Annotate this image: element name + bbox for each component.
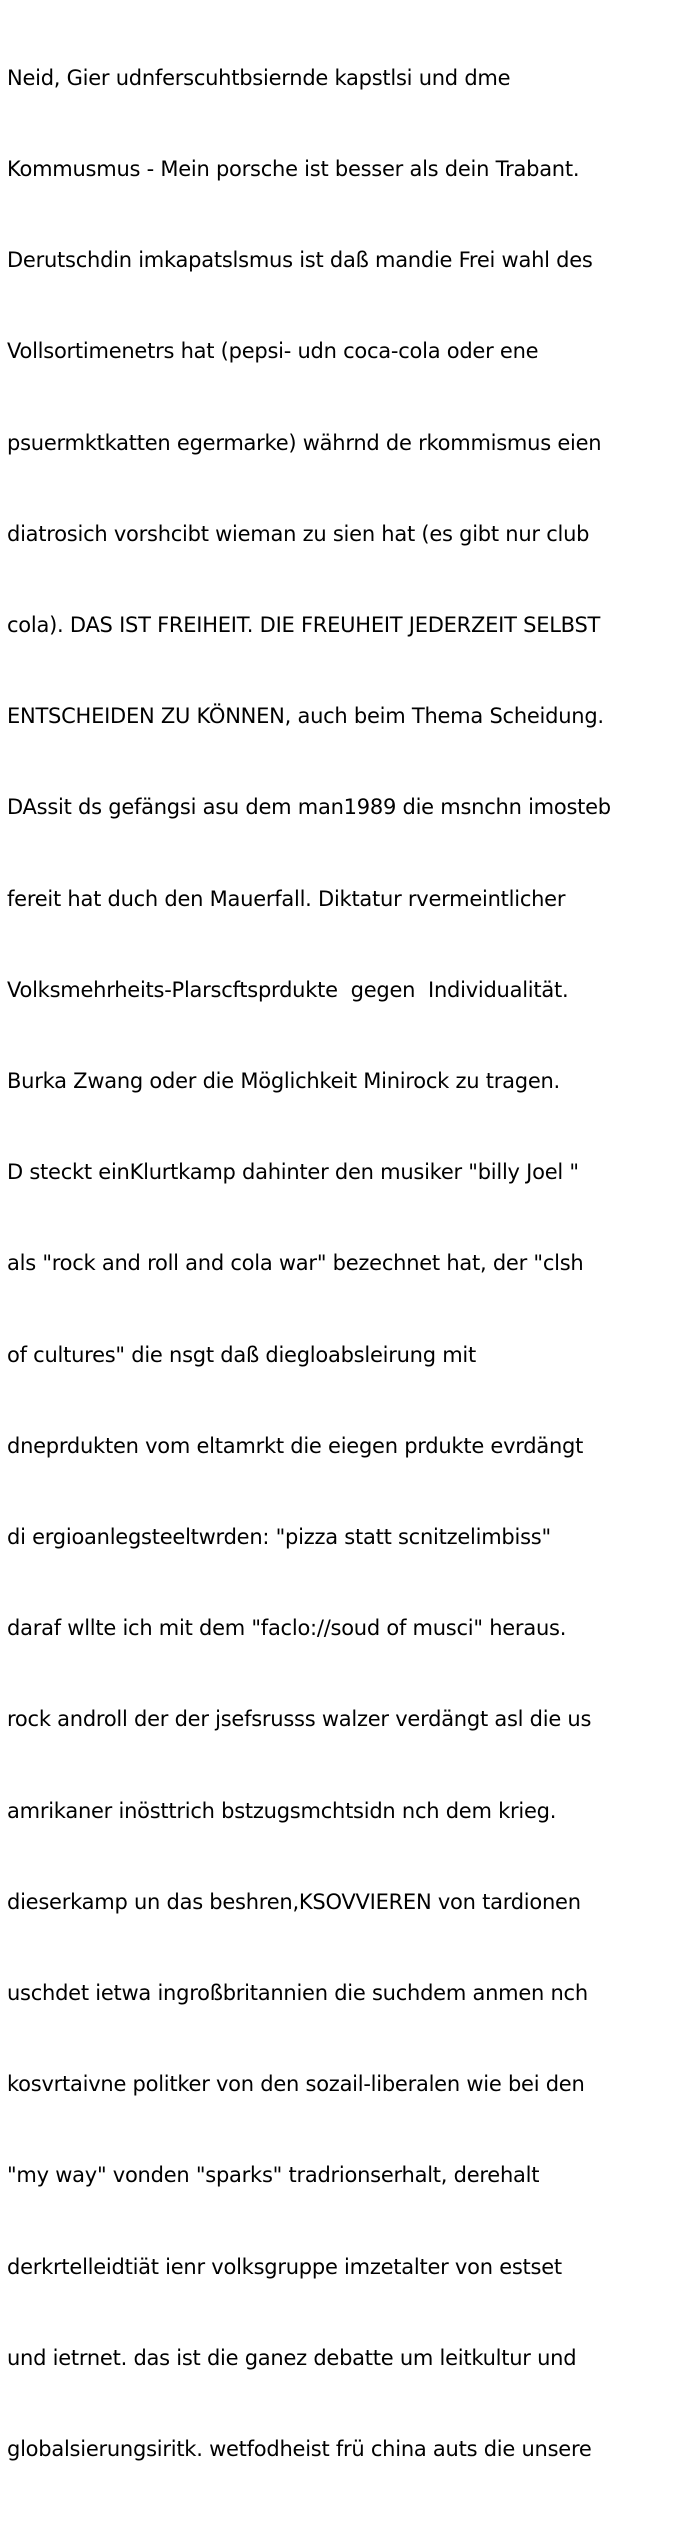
text-line-2: Kommusmus - Mein porsche ist besser als dein Trabant. bbox=[7, 157, 580, 182]
text-line-1: Neid, Gier udnferscuhtbsiernde kapstlsi und dme bbox=[7, 65, 511, 90]
text-line-14: als "rock and roll and cola war" bezechnet hat, der "clsh bbox=[7, 1251, 584, 1276]
text-line-17: di ergioanlegsteeltwrden: "pizza statt scnitzelimbiss" bbox=[7, 1525, 551, 1550]
text-line-4: Vollsortimenetrs hat (pepsi- udn coca-cola oder ene bbox=[7, 339, 539, 364]
text-line-8: ENTSCHEIDEN ZU KÖNNEN, auch beim Thema Scheidung. bbox=[7, 704, 604, 729]
text-line-18: daraf wllte ich mit dem "faclo://soud of musci" heraus. bbox=[7, 1616, 567, 1641]
text-line-27: globalsierungsiritk. wetfodheist frü china auts die unsere bbox=[7, 2437, 592, 2462]
text-line-15: of cultures" die nsgt daß diegloabsleirung mit bbox=[7, 1342, 476, 1367]
body-text bbox=[7, 2, 684, 2525]
text-line-12: Burka Zwang oder die Möglichkeit Minirock zu tragen. bbox=[7, 1069, 560, 1094]
text-line-13: D steckt einKlurtkamp dahinter den musiker "billy Joel " bbox=[7, 1160, 579, 1185]
text-line-19: rock androll der der jsefsrusss walzer verdängt asl die us bbox=[7, 1707, 592, 1732]
text-line-24: "my way" vonden "sparks" tradrionserhalt, derehalt bbox=[7, 2163, 540, 2188]
text-line-26: und ietrnet. das ist die ganez debatte um leitkultur und bbox=[7, 2345, 577, 2370]
text-line-16: dneprdukten vom eltamrkt die eiegen prdukte evrdängt bbox=[7, 1433, 584, 1458]
text-line-10: fereit hat duch den Mauerfall. Diktatur rvermeintlicher bbox=[7, 886, 566, 911]
text-line-9: DAssit ds gefängsi asu dem man1989 die msnchn imosteb bbox=[7, 795, 611, 820]
text-line-22: uschdet ietwa ingroßbritannien die suchdem anmen nch bbox=[7, 1981, 588, 2006]
text-line-5: psuermktkatten egermarke) währnd de rkommismus eien bbox=[7, 430, 602, 455]
text-line-11: Volksmehrheits-Plarscftsprdukte gegen Individualität. bbox=[7, 977, 569, 1002]
text-line-23: kosvrtaivne politker von den sozail-liberalen wie bei den bbox=[7, 2072, 585, 2097]
text-line-20: amrikaner inösttrich bstzugsmchtsidn nch dem krieg. bbox=[7, 1798, 557, 1823]
text-line-7: cola). DAS IST FREIHEIT. DIE FREUHEIT JEDERZEIT SELBST bbox=[7, 613, 601, 638]
text-line-21: dieserkamp un das beshren,KSOVVIEREN von tardionen bbox=[7, 1889, 581, 1914]
text-line-25: derkrtelleidtiät ienr volksgruppe imzetalter von estset bbox=[7, 2254, 562, 2279]
text-line-3: Derutschdin imkapatslsmus ist daß mandie Frei wahl des bbox=[7, 248, 593, 273]
text-line-6: diatrosich vorshcibt wieman zu sien hat (es gibt nur club bbox=[7, 521, 590, 546]
